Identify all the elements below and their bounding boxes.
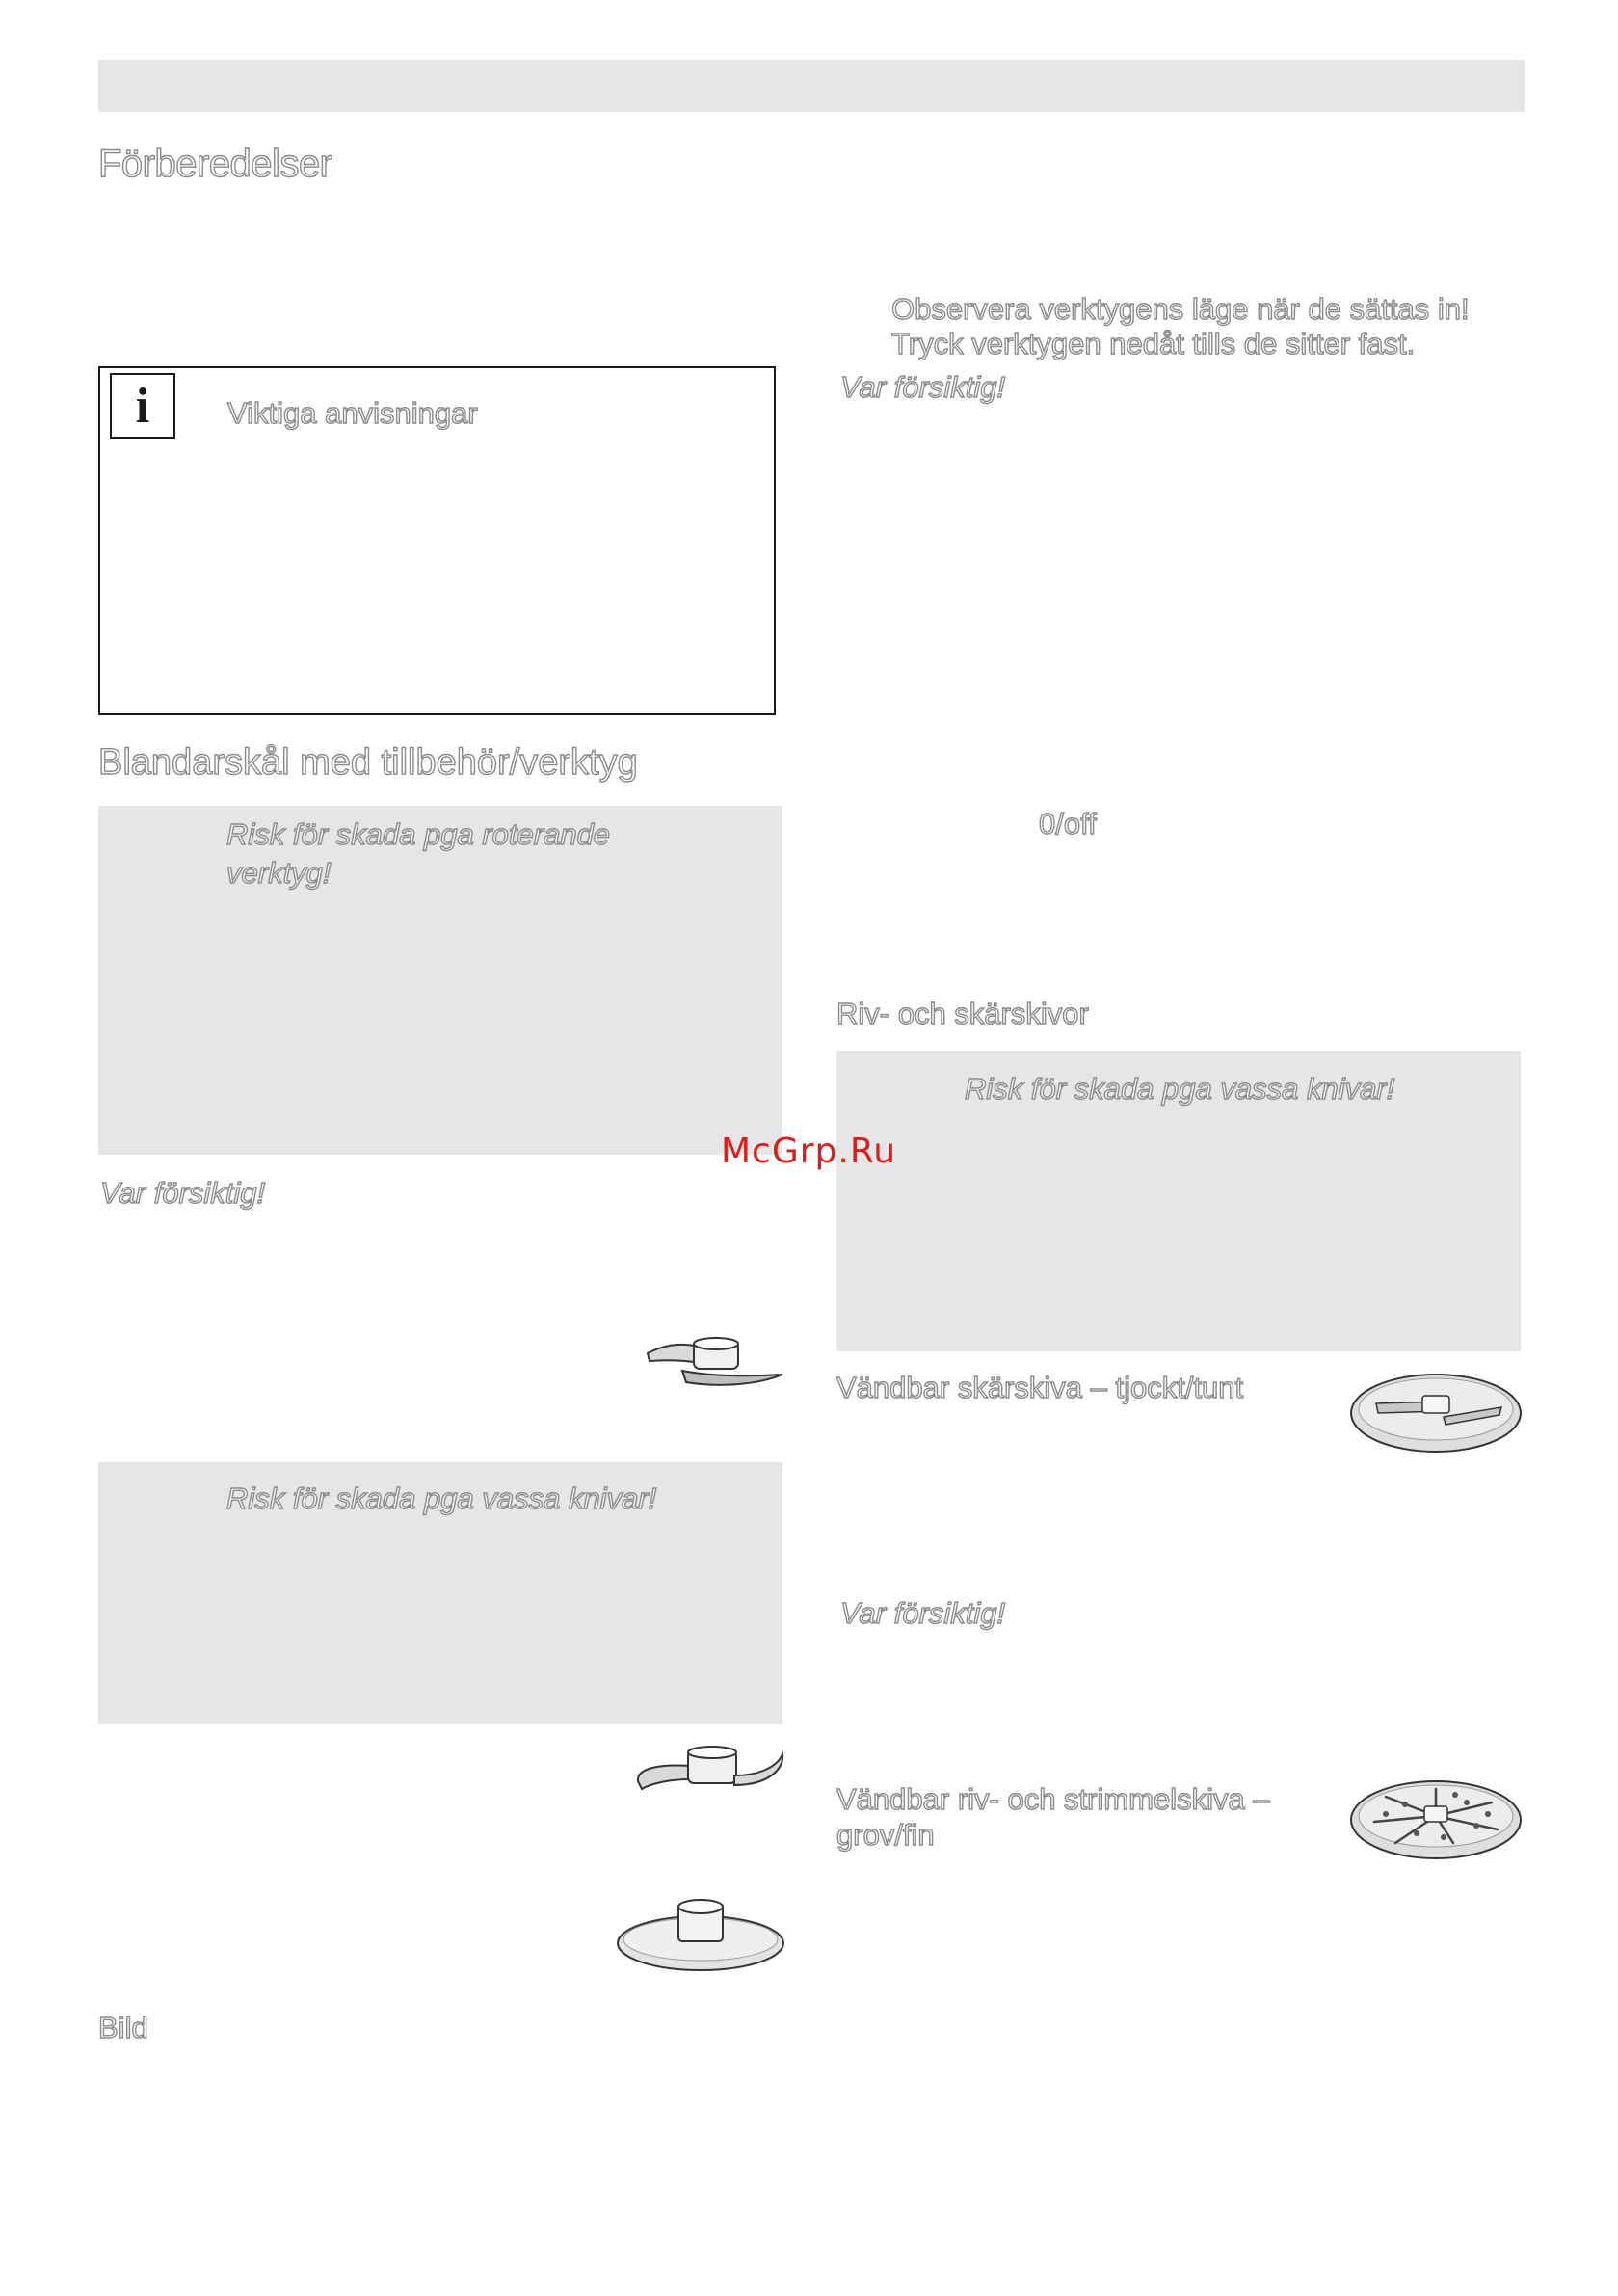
whisk-attachment-icon (644, 1332, 786, 1390)
warning-box-knives-left (98, 1462, 782, 1724)
slicing-disc-icon (1347, 1369, 1525, 1455)
warning-box-rotating (98, 806, 782, 1155)
info-box-title: Viktiga anvisningar (227, 396, 478, 430)
caution-text-right-2: Var försiktig! (840, 1596, 1006, 1630)
watermark: McGrp.Ru (721, 1132, 897, 1171)
figure-label: Bild (98, 2011, 148, 2044)
section-title-bowl: Blandarskål med tillbehör/verktyg (98, 742, 638, 783)
caution-text-right-1: Var försiktig! (840, 370, 1006, 404)
warning-knives-text-right: Risk för skada pga vassa knivar! (965, 1072, 1395, 1106)
grating-disc-icon (1347, 1774, 1525, 1862)
warning-knives-text-left: Risk för skada pga vassa knivar! (226, 1482, 657, 1515)
header-band (98, 60, 1525, 112)
page-title: Förberedelser (98, 143, 332, 185)
observe-text: Observera verktygens läge när de sättas in! Tryck verktygen nedåt tills de sitter fast. (891, 292, 1470, 360)
grating-disc-title: Vändbar riv- och strimmelskiva – grov/fin (836, 1782, 1270, 1852)
dough-disc-icon (615, 1889, 786, 1976)
switch-label: 0/off (1039, 807, 1097, 841)
info-box (98, 366, 776, 715)
knife-blade-icon (632, 1741, 786, 1799)
caution-text-left: Var försiktig! (100, 1176, 266, 1210)
warning-box-knives-right (836, 1051, 1521, 1351)
warning-rotating-text: Risk för skada pga roterande verktyg! (226, 817, 611, 890)
slicing-disc-title: Vändbar skärskiva – tjockt/tunt (836, 1371, 1244, 1404)
info-icon: i (110, 373, 175, 439)
discs-section-title: Riv- och skärskivor (836, 997, 1089, 1030)
